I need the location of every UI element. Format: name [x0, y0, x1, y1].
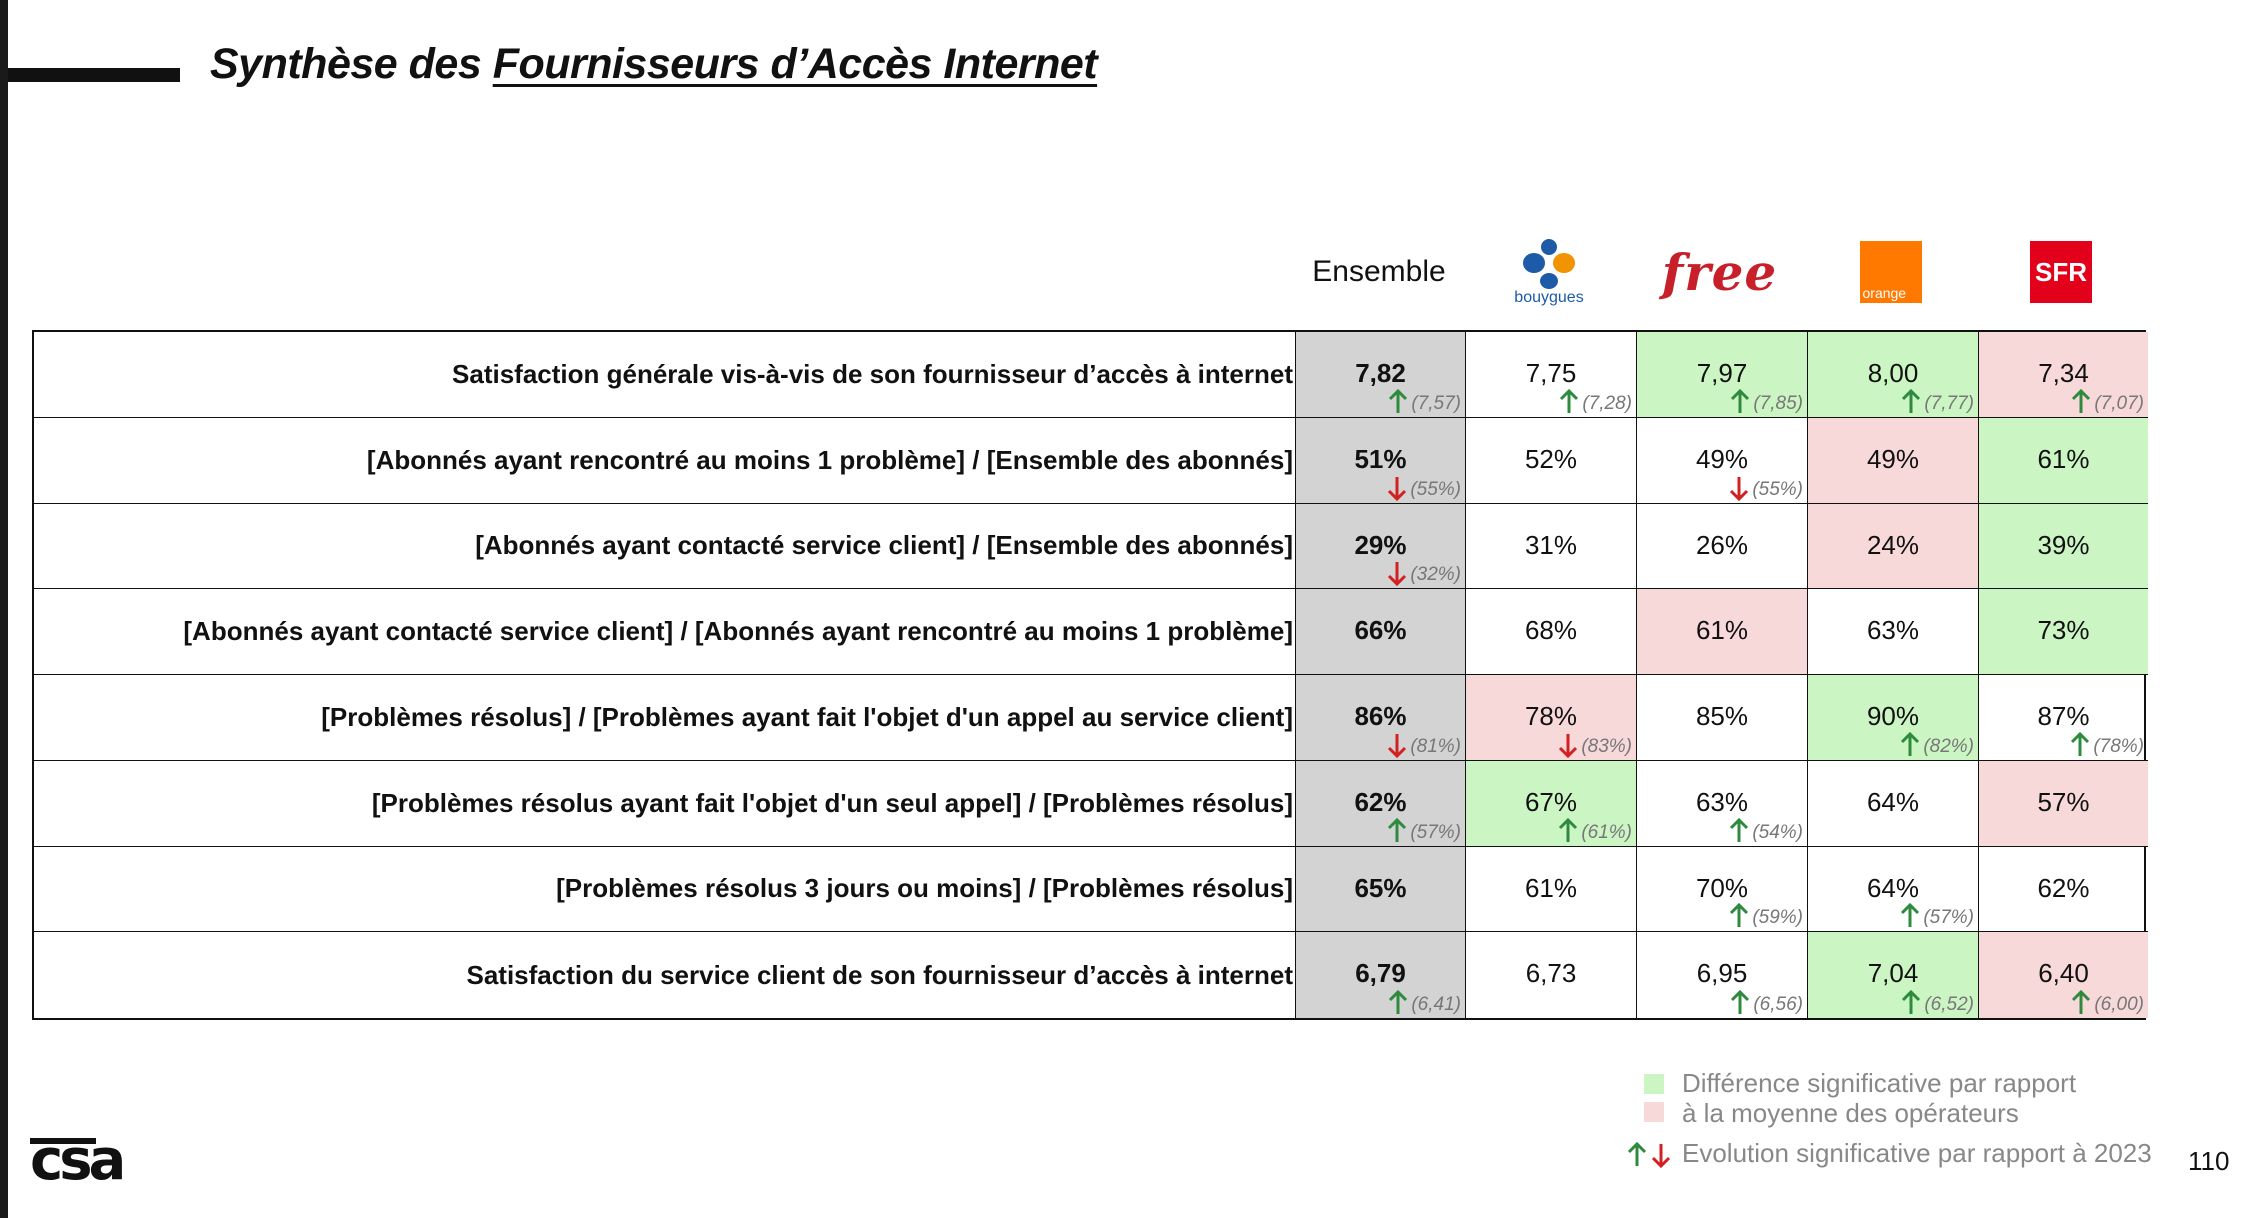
previous-value: (55%) [1752, 478, 1803, 500]
evolution-indicator [2070, 389, 2144, 415]
arrow-up-icon [1729, 990, 1751, 1016]
previous-value: (83%) [1581, 735, 1632, 757]
cell-ensemble [1296, 589, 1466, 675]
cell-free [1637, 761, 1808, 847]
cell-value: 65% [1354, 872, 1407, 903]
cell-value: 70% [1695, 872, 1749, 903]
arrow-down-icon [1386, 475, 1408, 501]
cell-sfr [1979, 847, 2148, 933]
ensemble-label: Ensemble [1312, 255, 1446, 288]
cell-value: 6,73 [1525, 958, 1577, 989]
previous-value: (55%) [1410, 478, 1461, 500]
cell-value: 86% [1354, 701, 1407, 731]
cell-sfr [1979, 675, 2148, 761]
evolution-indicator [2069, 732, 2144, 758]
cell-sfr [1979, 589, 2148, 675]
cell-value: 49% [1695, 443, 1749, 474]
previous-value: (82%) [1923, 735, 1974, 757]
cell-value: 87% [2037, 701, 2090, 731]
cell-value: 64% [1866, 872, 1920, 903]
cell-value: 6,95 [1696, 958, 1748, 989]
page-title [210, 40, 1097, 89]
cell-value: 66% [1354, 615, 1407, 646]
orange-logo [1805, 222, 1976, 322]
cell-orange [1808, 847, 1979, 933]
orange-logo-box [1860, 241, 1922, 303]
legend-green-swatch [1644, 1074, 1664, 1094]
row-label: [Abonnés ayant contacté service client] / [Ensemble des abonnés] [34, 504, 1296, 590]
cell-value: 63% [1866, 615, 1920, 646]
cell-value: 7,75 [1525, 358, 1577, 388]
arrow-up-icon [1387, 990, 1409, 1016]
arrow-down-icon [1557, 732, 1579, 758]
previous-value: (57%) [1923, 907, 1974, 929]
cell-value: 85% [1695, 701, 1749, 731]
cell-free [1637, 932, 1808, 1018]
title-underlined: Fournisseurs d’Accès Internet [492, 40, 1098, 88]
cell-value: 62% [1354, 786, 1407, 817]
previous-value: (57%) [1410, 821, 1461, 843]
cell-orange [1808, 761, 1979, 847]
row-label: [Problèmes résolus ayant fait l'objet d'un seul appel] / [Problèmes résolus] [34, 761, 1296, 847]
cell-value: 49% [1866, 443, 1920, 474]
cell-value: 6,79 [1355, 958, 1406, 989]
bouygues-logo-text: bouygues [1514, 289, 1584, 306]
cell-free [1637, 847, 1808, 933]
evolution-indicator [1386, 475, 1461, 501]
cell-value: 90% [1866, 701, 1920, 731]
evolution-indicator [1557, 818, 1632, 844]
row-label: [Abonnés ayant contacté service client] / [Abonnés ayant rencontré au moins 1 problème] [34, 589, 1296, 675]
cell-ensemble [1296, 332, 1466, 418]
cell-sfr [1979, 504, 2148, 590]
cell-orange [1808, 589, 1979, 675]
cell-orange [1808, 418, 1979, 504]
evolution-indicator [1900, 389, 1974, 415]
previous-value: (7,57) [1411, 392, 1461, 414]
evolution-indicator [1729, 389, 1803, 415]
arrow-up-icon [1899, 903, 1921, 929]
cell-value: 57% [2037, 786, 2090, 817]
cell-bouygues [1466, 847, 1637, 933]
cell-value: 7,97 [1696, 358, 1748, 388]
left-edge-bar [0, 0, 8, 1218]
legend-text-line2: à la moyenne des opérateurs [1682, 1098, 2019, 1128]
cell-orange [1808, 932, 1979, 1018]
arrow-up-icon [1558, 389, 1580, 415]
evolution-indicator [1899, 903, 1974, 929]
evolution-indicator [1899, 732, 1974, 758]
cell-value: 29% [1354, 529, 1407, 560]
sfr-logo-box [2030, 241, 2092, 303]
legend-pink-swatch [1644, 1102, 1664, 1122]
cell-free [1637, 332, 1808, 418]
previous-value: (61%) [1581, 821, 1632, 843]
cell-value: 7,34 [2038, 358, 2089, 388]
arrow-up-icon [1900, 389, 1922, 415]
cell-value: 39% [2037, 529, 2090, 560]
row-label: Satisfaction du service client de son fournisseur d’accès à internet [34, 932, 1296, 1018]
evolution-indicator [1386, 560, 1461, 586]
orange-logo-text: orange [1862, 285, 1907, 301]
cell-value: 24% [1866, 529, 1920, 560]
cell-value: 62% [2037, 872, 2090, 903]
previous-value: (7,07) [2094, 392, 2144, 414]
arrow-up-icon [1557, 818, 1579, 844]
arrow-up-icon [2069, 732, 2091, 758]
cell-ensemble [1296, 761, 1466, 847]
cell-value: 73% [2037, 615, 2090, 646]
previous-value: (7,77) [1924, 392, 1974, 414]
evolution-indicator [1386, 732, 1461, 758]
previous-value: (7,85) [1753, 392, 1803, 414]
cell-free [1637, 675, 1808, 761]
cell-orange [1808, 504, 1979, 590]
cell-bouygues [1466, 932, 1637, 1018]
page-number: 110 [2188, 1146, 2230, 1176]
previous-value: (6,52) [1924, 994, 1974, 1015]
cell-orange [1808, 332, 1979, 418]
results-table [32, 330, 2146, 1020]
previous-value: (6,56) [1753, 994, 1803, 1015]
column-header-ensemble [1294, 222, 1464, 322]
evolution-indicator [2070, 990, 2144, 1016]
sfr-logo [1976, 222, 2146, 322]
arrow-up-icon [1729, 389, 1751, 415]
cell-free [1637, 589, 1808, 675]
cell-ensemble [1296, 504, 1466, 590]
cell-bouygues [1466, 761, 1637, 847]
evolution-indicator [1387, 990, 1461, 1016]
cell-value: 61% [1524, 872, 1578, 903]
free-logo [1634, 222, 1805, 322]
cell-value: 51% [1354, 443, 1407, 474]
row-label: [Problèmes résolus 3 jours ou moins] / [Problèmes résolus] [34, 847, 1296, 933]
evolution-indicator [1728, 475, 1803, 501]
cell-ensemble [1296, 847, 1466, 933]
cell-bouygues [1466, 504, 1637, 590]
bouygues-logo [1464, 222, 1634, 322]
legend-text-line1: Différence significative par rapport [1682, 1068, 2077, 1098]
cell-free [1637, 418, 1808, 504]
cell-sfr [1979, 761, 2148, 847]
previous-value: (59%) [1752, 907, 1803, 929]
arrow-down-icon [1728, 475, 1750, 501]
arrow-up-icon [1386, 818, 1408, 844]
previous-value: (32%) [1410, 564, 1461, 586]
arrow-up-icon [1900, 990, 1922, 1016]
arrow-up-icon [1728, 818, 1750, 844]
evolution-indicator [1728, 818, 1803, 844]
arrow-down-icon [1386, 560, 1408, 586]
previous-value: (78%) [2093, 735, 2144, 757]
cell-value: 78% [1524, 701, 1578, 731]
cell-value: 68% [1524, 615, 1578, 646]
cell-ensemble [1296, 418, 1466, 504]
cell-value: 7,82 [1355, 358, 1406, 388]
evolution-indicator [1558, 389, 1632, 415]
previous-value: (54%) [1752, 821, 1803, 843]
cell-ensemble [1296, 675, 1466, 761]
cell-value: 64% [1866, 786, 1920, 817]
arrow-up-icon [1387, 389, 1409, 415]
cell-value: 6,40 [2038, 958, 2089, 989]
cell-bouygues [1466, 418, 1637, 504]
arrow-up-icon [1899, 732, 1921, 758]
previous-value: (7,28) [1582, 392, 1632, 414]
title-prefix: Synthèse des [210, 40, 493, 88]
csa-logo: csa [30, 1128, 123, 1193]
legend-arrow-down-icon [1650, 1142, 1672, 1168]
bouygues-logo-icon [1519, 237, 1579, 291]
evolution-indicator [1729, 990, 1803, 1016]
previous-value: (6,41) [1411, 994, 1461, 1015]
cell-value: 61% [1695, 615, 1749, 646]
arrow-up-icon [1728, 903, 1750, 929]
cell-sfr [1979, 932, 2148, 1018]
cell-bouygues [1466, 589, 1637, 675]
cell-value: 8,00 [1867, 358, 1919, 388]
cell-value: 31% [1524, 529, 1578, 560]
row-label: Satisfaction générale vis-à-vis de son fournisseur d’accès à internet [34, 332, 1296, 418]
evolution-indicator [1387, 389, 1461, 415]
cell-value: 7,04 [1867, 958, 1919, 989]
cell-value: 61% [2037, 443, 2090, 474]
row-label: [Problèmes résolus] / [Problèmes ayant fait l'objet d'un appel au service client] [34, 675, 1296, 761]
cell-value: 26% [1695, 529, 1749, 560]
cell-value: 63% [1695, 786, 1749, 817]
evolution-indicator [1900, 990, 1974, 1016]
cell-bouygues [1466, 675, 1637, 761]
row-label: [Abonnés ayant rencontré au moins 1 problème] / [Ensemble des abonnés] [34, 418, 1296, 504]
previous-value: (81%) [1410, 735, 1461, 757]
legend-text-line3: Evolution significative par rapport à 2023 [1682, 1138, 2152, 1168]
cell-ensemble [1296, 932, 1466, 1018]
cell-sfr [1979, 418, 2148, 504]
previous-value: (6,00) [2094, 994, 2144, 1015]
cell-bouygues [1466, 332, 1637, 418]
cell-value: 52% [1524, 443, 1578, 474]
cell-free [1637, 504, 1808, 590]
free-logo-text: free [1661, 242, 1778, 302]
arrow-down-icon [1386, 732, 1408, 758]
cell-orange [1808, 675, 1979, 761]
arrow-up-icon [2070, 990, 2092, 1016]
sfr-logo-text: SFR [2035, 256, 2087, 287]
title-accent-bar [8, 68, 180, 82]
evolution-indicator [1728, 903, 1803, 929]
arrow-up-icon [2070, 389, 2092, 415]
evolution-indicator [1386, 818, 1461, 844]
cell-value: 67% [1524, 786, 1578, 817]
legend-arrow-up-icon [1626, 1142, 1648, 1168]
cell-sfr [1979, 332, 2148, 418]
evolution-indicator [1557, 732, 1632, 758]
